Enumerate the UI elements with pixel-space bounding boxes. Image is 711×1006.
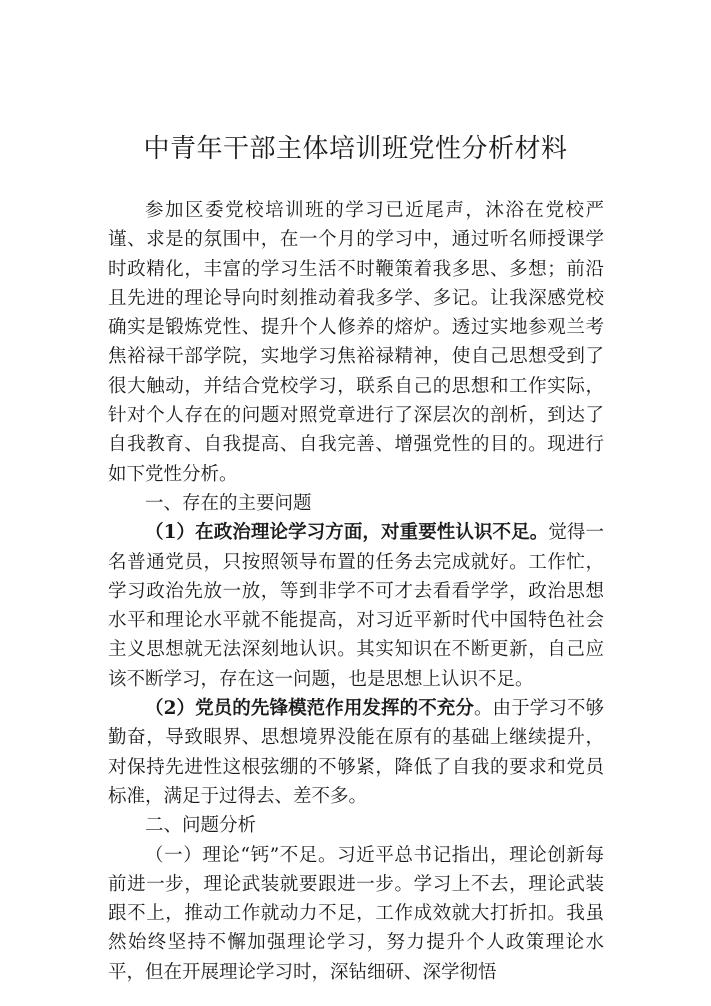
section-heading-problem-analysis-text: 二、问题分析 — [145, 815, 257, 837]
problem-2-heading: （2）党员的先锋模范作用发挥的不充分 — [145, 698, 474, 720]
problem-paragraph-1 — [108, 518, 604, 694]
problem-paragraph-2 — [108, 694, 604, 811]
document-title: 中青年干部主体培训班党性分析材料 — [143, 134, 568, 164]
analysis-paragraph-1-text: （一）理论“钙”不足。习近平总书记指出，理论创新每前进一步，理论武装就要跟进一步。学习上不去，理论武装跟不上，推动工作就动力不足，工作成效就大打折扣。我虽然始终坚持不懈加强理论学习，努力提升个人政策理论水平，但在开展理论学习时，深钻细研、深学彻悟 — [108, 844, 604, 983]
problem-2-text: 。由于学习不够勤奋，导致眼界、思想境界没能在原有的基础上继续提升，对保持先进性这根弦绷的不够紧，降低了自我的要求和党员标准，满足于过得去、差不多。 — [108, 698, 604, 807]
analysis-paragraph-1 — [108, 841, 604, 987]
problem-1-heading: （1）在政治理论学习方面，对重要性认识不足。 — [145, 522, 549, 544]
intro-paragraph — [108, 196, 604, 489]
section-heading-main-problems-text: 一、存在的主要问题 — [145, 492, 312, 514]
problem-1-text: 觉得一名普通党员，只按照领导布置的任务去完成就好。工作忙，学习政治先放一放，等到非学不可才去看看学学，政治思想水平和理论水平就不能提高，对习近平新时代中国特色社会主义思想就无法深刻地认识。其实知识在不断更新，自己应该不断学习，存在这一问题，也是思想上认识不足。 — [108, 522, 604, 690]
section-heading-main-problems — [108, 489, 604, 518]
section-heading-problem-analysis — [108, 811, 604, 840]
document-body — [108, 196, 604, 987]
intro-paragraph-text: 参加区委党校培训班的学习已近尾声，沐浴在党校严谨、求是的氛围中，在一个月的学习中，通过听名师授课学时政精化，丰富的学习生活不时鞭策着我多思、多想；前沿且先进的理论导向时刻推动着我多学、多记。让我深感党校确实是锻炼党性、提升个人修养的熔炉。透过实地参观兰考焦裕禄干部学院，实地学习焦裕禄精神，使自己思想受到了很大触动，并结合党校学习，联系自己的思想和工作实际，针对个人存在的问题对照党章进行了深层次的剖析，到达了自我教育、自我提高、自我完善、增强党性的目的。现进行如下党性分析。 — [108, 200, 604, 485]
